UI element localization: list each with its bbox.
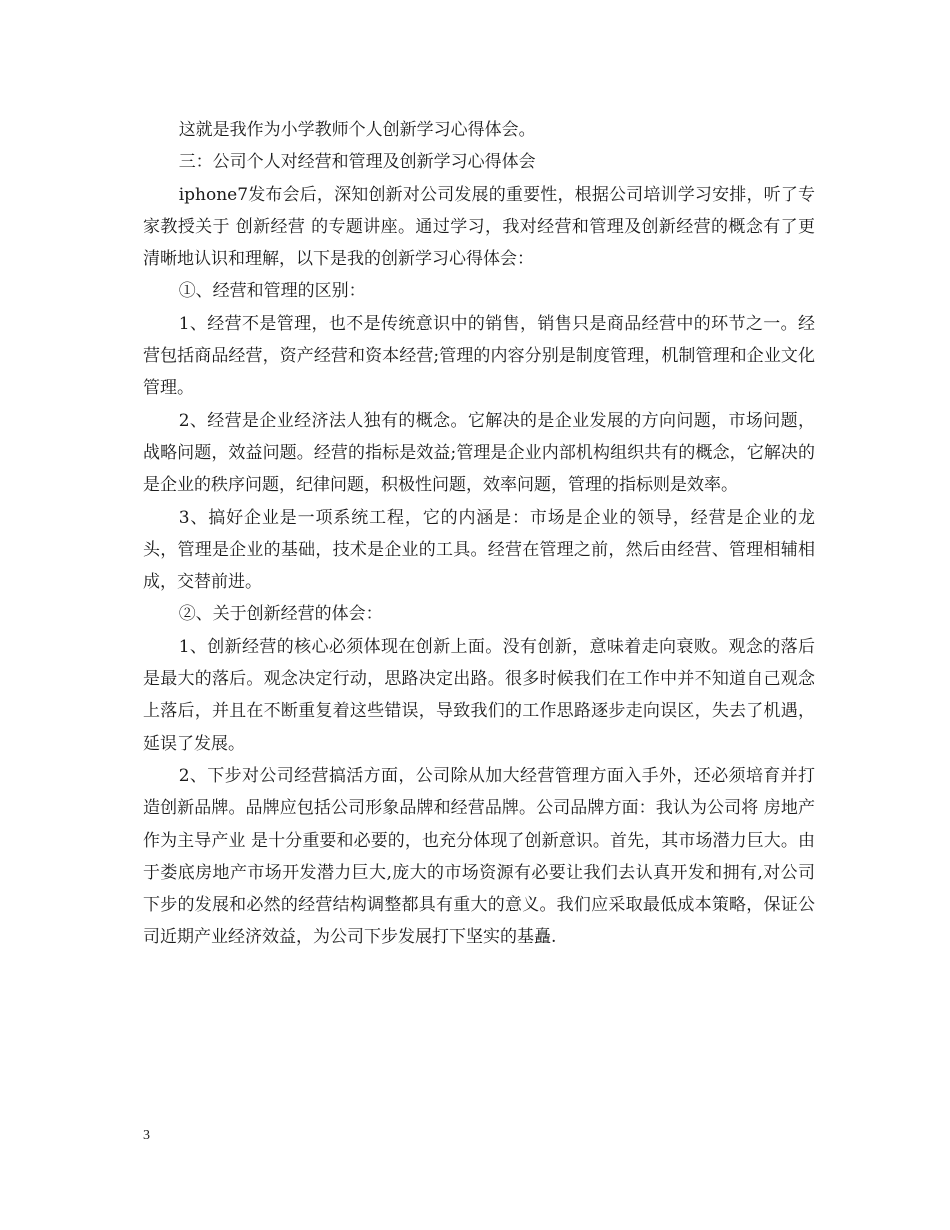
paragraph-9: 1、创新经营的核心必须体现在创新上面。没有创新，意味着走向衰败。观念的落后是最大的落后。观念决定行动，思路决定出路。很多时候我们在工作中并不知道自己观念上落后，并且在不断重复着这些错误，导致我们的工作思路逐步走向误区，失去了机遇，延误了发展。 <box>143 636 815 754</box>
page-number: 3 <box>143 1128 150 1143</box>
paragraph-6: 2、经营是企业经济法人独有的概念。它解决的是企业发展的方向问题，市场问题，战略问题，效益问题。经营的指标是效益;管理是企业内部机构组织共有的概念，它解决的是企业的秩序问题，纪律问题，积极性问题，效率问题，管理的指标则是效率。 <box>143 410 815 496</box>
paragraph-8: ②、关于创新经营的体会： <box>178 604 383 625</box>
paragraph-2: 三：公司个人对经营和管理及创新学习心得体会 <box>178 152 536 173</box>
paragraph-1: 这就是我作为小学教师个人创新学习心得体会。 <box>178 120 536 140</box>
paragraph-3: iphone7发布会后，深知创新对公司发展的重要性，根据公司培训学习安排，听了专家教授关于 创新经营 的专题讲座。通过学习，我对经营和管理及创新经营的概念有了更清晰地认识和理解，以下是我的创新学习心得体会： <box>143 184 815 270</box>
paragraph-7: 3、搞好企业是一项系统工程，它的内涵是：市场是企业的领导，经营是企业的龙头，管理是企业的基础，技术是企业的工具。经营在管理之前，然后由经营、管理相辅相成，交替前进。 <box>143 507 815 593</box>
document-body <box>143 114 815 954</box>
paragraph-10: 2、下步对公司经营搞活方面，公司除从加大经营管理方面入手外，还必须培育并打造创新品牌。品牌应包括公司形象品牌和经营品牌。公司品牌方面：我认为公司将 房地产作为主导产业 是十分重要和必要的，也充分体现了创新意识。首先，其市场潜力巨大。由于娄底房地产市场开发潜力巨大,庞大的市场资源有必要让我们去认真开发和拥有,对公司下步的发展和必然的经营结构调整都具有重大的意义。我们应采取最低成本策略，保证公司近期产业经济效益，为公司下步发展打下坚实的基矗. <box>143 765 815 948</box>
paragraph-4: ①、经营和管理的区别： <box>178 281 366 302</box>
paragraph-5: 1、经营不是管理，也不是传统意识中的销售，销售只是商品经营中的环节之一。经营包括商品经营，资产经营和资本经营;管理的内容分别是制度管理，机制管理和企业文化管理。 <box>143 313 815 399</box>
